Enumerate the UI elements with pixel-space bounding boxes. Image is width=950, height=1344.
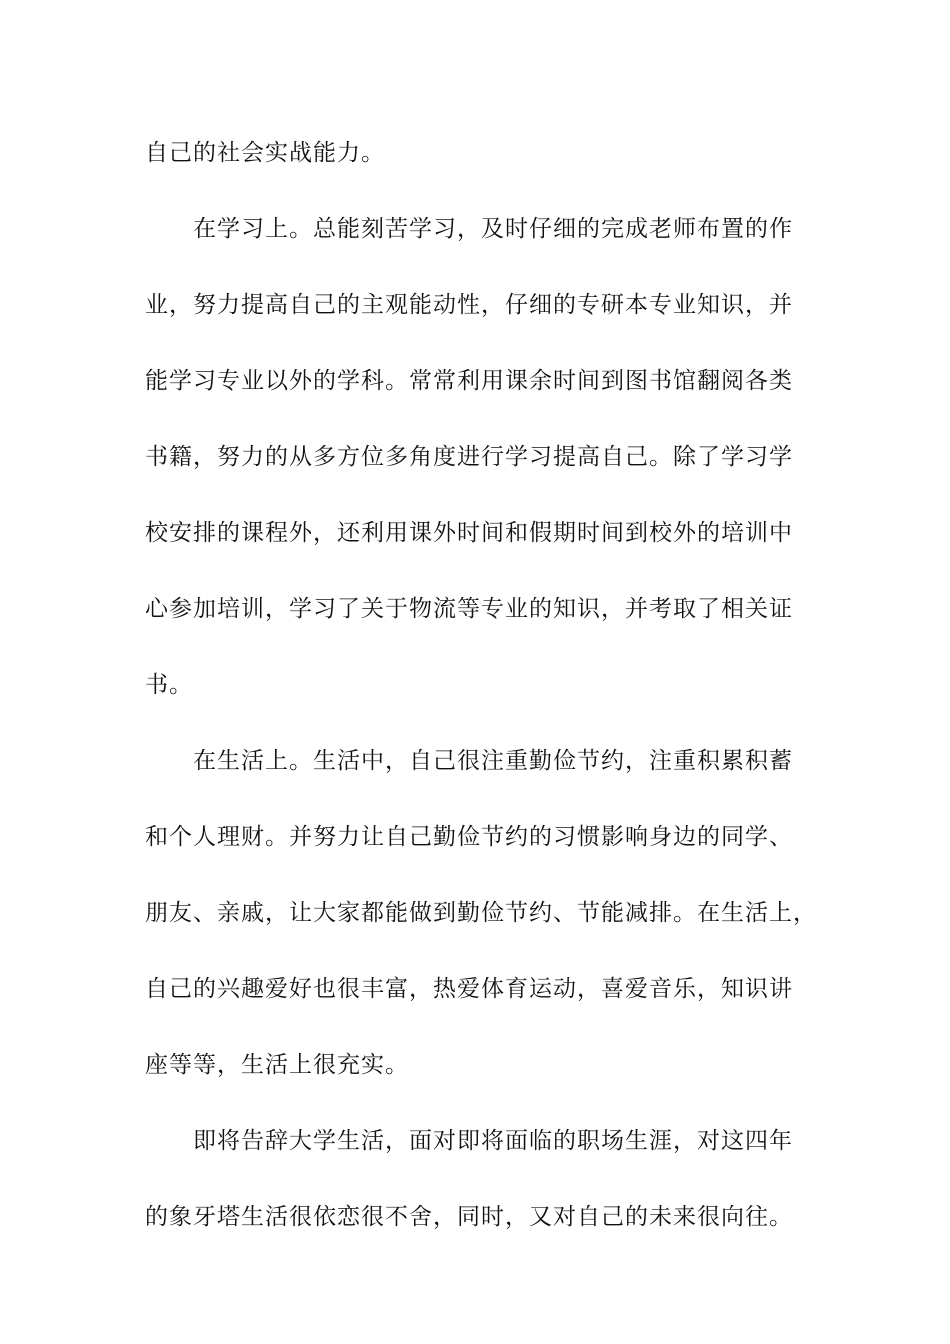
text-line: 座等等，生活上很充实。	[145, 1052, 409, 1078]
paragraph-start-line: 在生活上。生活中，自己很注重勤俭节约，注重积累积蓄	[193, 748, 793, 774]
text-line: 自己的兴趣爱好也很丰富，热爱体育运动，喜爱音乐，知识讲	[145, 976, 793, 1002]
text-line: 能学习专业以外的学科。常常利用课余时间到图书馆翻阅各类	[145, 368, 793, 394]
text-line: 校安排的课程外，还利用课外时间和假期时间到校外的培训中	[145, 520, 793, 546]
text-line: 书籍，努力的从多方位多角度进行学习提高自己。除了学习学	[145, 444, 793, 470]
paragraph-start-line: 即将告辞大学生活，面对即将面临的职场生涯，对这四年	[193, 1128, 793, 1154]
text-line: 书。	[145, 672, 193, 698]
text-line: 和个人理财。并努力让自己勤俭节约的习惯影响身边的同学、	[145, 824, 793, 850]
text-line: 朋友、亲戚，让大家都能做到勤俭节约、节能减排。在生活上，	[145, 900, 817, 926]
paragraph-start-line: 在学习上。总能刻苦学习，及时仔细的完成老师布置的作	[193, 216, 793, 242]
document-body	[145, 115, 817, 1255]
text-line: 自己的社会实战能力。	[145, 140, 385, 166]
text-line: 心参加培训，学习了关于物流等专业的知识，并考取了相关证	[145, 596, 793, 622]
text-line: 业，努力提高自己的主观能动性，仔细的专研本专业知识，并	[145, 292, 793, 318]
text-line: 的象牙塔生活很依恋很不舍，同时，又对自己的未来很向往。	[145, 1204, 793, 1230]
